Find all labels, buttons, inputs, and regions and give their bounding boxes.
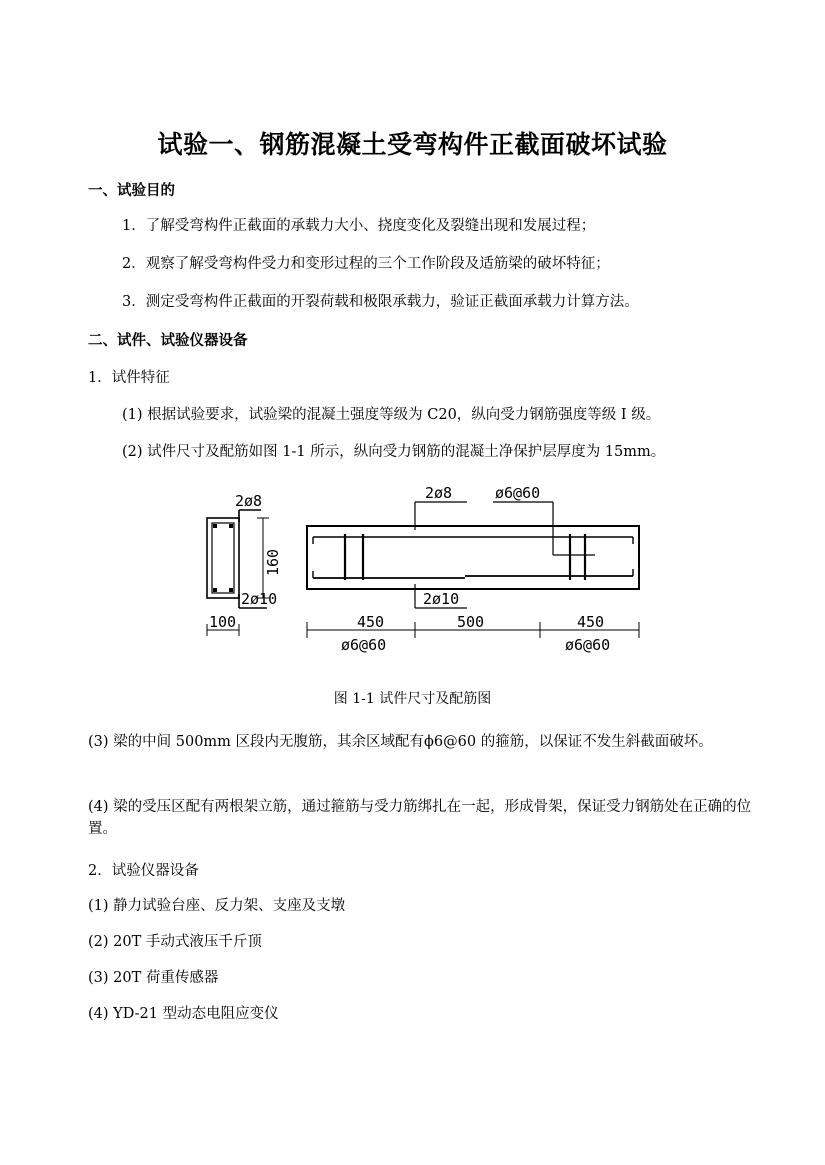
subheading-specimen-features: 1．试件特征 xyxy=(88,370,170,386)
subheading-equipment: 2．试验仪器设备 xyxy=(88,863,199,879)
figure-caption: 图 1-1 试件尺寸及配筋图 xyxy=(333,691,492,707)
label-span-right: 450 xyxy=(577,613,605,631)
label-section-width: 100 xyxy=(209,613,237,631)
reinforcement-figure xyxy=(195,480,655,670)
label-span-mid: 500 xyxy=(457,613,485,631)
objective-item-1: 1．了解受弯构件正截面的承载力大小、挠度变化及裂缝出现和发展过程； xyxy=(122,218,596,234)
paragraph-erection-bars: (4) 梁的受压区配有两根架立筋，通过箍筋与受力筋绑扎在一起，形成骨架，保证受力钢筋处在正确的位置。 xyxy=(88,799,752,837)
objective-item-3: 3．测定受弯构件正截面的开裂荷载和极限承载力，验证正截面承载力计算方法。 xyxy=(122,294,639,310)
label-section-top-bars: 2ø8 xyxy=(235,492,263,510)
equipment-item-3: (3) 20T 荷重传感器 xyxy=(88,970,219,986)
paragraph-stirrups: (3) 梁的中间 500mm 区段内无腹筋，其余区域配有ϕ6@60 的箍筋，以保证不发生斜截面破坏。 xyxy=(88,734,713,750)
label-section-bottom-bars: 2ø10 xyxy=(241,590,278,608)
equipment-item-2: (2) 20T 手动式液压千斤顶 xyxy=(88,934,262,950)
label-beam-stirrups: ø6@60 xyxy=(495,484,541,502)
section-heading-specimen: 二、试件、试验仪器设备 xyxy=(88,333,248,349)
objective-item-2: 2．观察了解受弯构件受力和变形过程的三个工作阶段及适筋梁的破坏特征； xyxy=(122,256,610,272)
label-beam-bottom-bars: 2ø10 xyxy=(423,590,460,608)
label-beam-top-bars: 2ø8 xyxy=(425,484,453,502)
equipment-item-1: (1) 静力试验台座、反力架、支座及支墩 xyxy=(88,898,346,914)
label-section-height: 160 xyxy=(264,548,282,576)
label-span-left: 450 xyxy=(357,613,385,631)
section-heading-objectives: 一、试验目的 xyxy=(88,183,175,199)
label-stirrup-left: ø6@60 xyxy=(341,636,387,654)
equipment-item-4: (4) YD-21 型动态电阻应变仪 xyxy=(88,1006,279,1022)
document-title: 试验一、钢筋混凝土受弯构件正截面破坏试验 xyxy=(157,130,668,159)
label-stirrup-right: ø6@60 xyxy=(565,636,611,654)
paragraph-dimensions: (2) 试件尺寸及配筋如图 1-1 所示，纵向受力钢筋的混凝土净保护层厚度为 15mm。 xyxy=(122,444,666,460)
paragraph-concrete-grade: (1) 根据试验要求，试验梁的混凝土强度等级为 C20，纵向受力钢筋强度等级 I 级。 xyxy=(122,407,661,423)
